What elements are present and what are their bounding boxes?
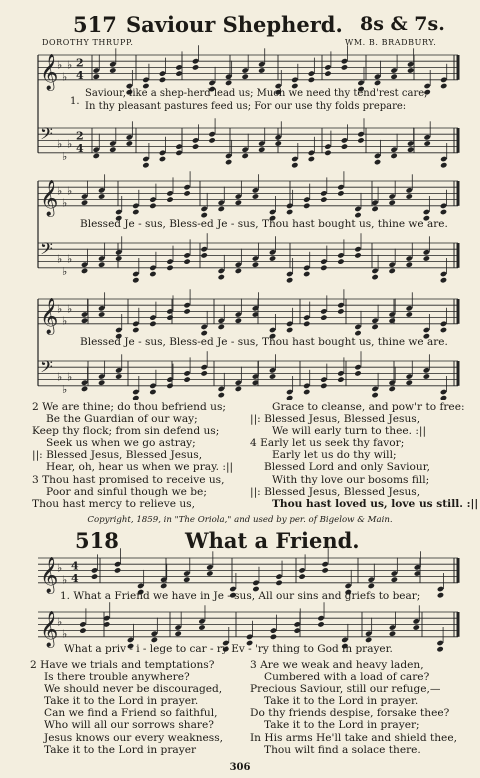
hymn-number: 517 — [73, 12, 117, 37]
note-head — [365, 630, 372, 636]
hymn-number: 518 — [75, 528, 119, 553]
note-head — [174, 630, 181, 636]
treble-clef: 𝄞 — [40, 53, 59, 90]
time-signature: 4 — [71, 559, 79, 573]
time-signature: 4 — [71, 571, 79, 585]
note-head — [137, 583, 144, 589]
note-head — [437, 586, 444, 592]
verse-line: Be the Guardian of our way; — [46, 413, 198, 426]
composer-credit: WM. B. BRADBURY. — [345, 38, 437, 47]
note-head — [91, 567, 98, 573]
verse-line: Poor and sinful though we be; — [46, 485, 207, 498]
note-head — [151, 630, 158, 636]
note-head — [317, 621, 324, 627]
flat-sign: ♭ — [67, 184, 73, 198]
note-head — [389, 624, 396, 630]
verse-line: ||: Blessed Jesus, Blessed Jesus, — [32, 449, 203, 462]
lyric-line-2: Blessed Je - sus, Bless-ed Je - sus, Thou hast bought us, thine we are. — [80, 218, 448, 230]
flat-sign: ♭ — [57, 252, 63, 266]
note-head — [391, 576, 398, 582]
note-head — [298, 573, 305, 579]
copyright-notice: Copyright, 1859, in "The Oriola," and used by per. of Bigelow & Main. — [87, 515, 393, 525]
time-signature: 4 — [76, 141, 84, 155]
verse-line: Cumbered with a load of care? — [264, 671, 430, 684]
note-head — [198, 618, 205, 624]
flat-sign: ♭ — [62, 314, 68, 328]
verse-number: 1. — [70, 96, 80, 107]
flat-sign: ♭ — [57, 58, 63, 72]
note-head — [321, 567, 328, 573]
bass-clef: 𝄢 — [40, 239, 53, 263]
verse-line: Do thy friends despise, forsake thee? — [250, 707, 450, 720]
verse-line: Seek us when we go astray; — [46, 437, 196, 450]
note-head — [345, 583, 352, 589]
note-head — [183, 576, 190, 582]
note-head — [270, 627, 277, 633]
note-head — [413, 618, 420, 624]
hymn-title: Saviour Shepherd. — [126, 12, 343, 37]
hymn-518-verses-left — [30, 659, 223, 756]
verse-line: 3 Thou hast promised to receive us, — [32, 473, 225, 486]
flat-sign: ♭ — [62, 196, 68, 210]
time-signature: 2 — [76, 56, 84, 70]
lyric-line-1a: Saviour, like a shep-herd lead us; Much we need thy tend'rest care; — [85, 88, 428, 99]
flat-sign: ♭ — [62, 573, 68, 587]
flat-sign: ♭ — [57, 302, 63, 316]
verse-line: We will early turn to thee. :|| — [272, 425, 427, 438]
hymn-518-verses-right — [250, 659, 457, 756]
note-head — [183, 570, 190, 576]
verse-line: Hear, oh, hear us when we pray. :|| — [46, 461, 234, 474]
verse-line: Take it to the Lord in prayer. — [44, 695, 199, 708]
verse-line: Take it to the Lord in prayer; — [264, 719, 420, 732]
verse-line: Thou hast loved us, love us still. :|| — [272, 497, 479, 510]
note-head — [368, 583, 375, 589]
time-signature: 2 — [76, 129, 84, 143]
note-head — [91, 573, 98, 579]
verse-line: Keep thy flock; from sin defend us; — [32, 425, 220, 438]
flat-sign: ♭ — [57, 370, 63, 384]
flat-sign: ♭ — [57, 561, 63, 575]
treble-clef: 𝄞 — [40, 610, 59, 647]
flat-sign: ♭ — [67, 137, 73, 151]
flat-sign: ♭ — [62, 70, 68, 84]
lyric-line-2: What a priv - i - lege to car - ry Ev - 'ry thing to God in prayer. — [64, 643, 393, 655]
note-head — [79, 627, 86, 633]
note-head — [174, 624, 181, 630]
flat-sign: ♭ — [67, 302, 73, 316]
flat-sign: ♭ — [57, 137, 63, 151]
flat-sign: ♭ — [57, 615, 63, 629]
note-head — [368, 576, 375, 582]
verse-line: Can we find a Friend so faithful, — [44, 707, 218, 720]
verse-line: 2 Have we trials and temptations? — [30, 659, 215, 671]
verse-line: Thou wilt find a solace there. — [264, 743, 421, 756]
lyric-line-3: Blessed Je - sus, Bless-ed Je - sus, Thou hast bought us, thine we are. — [80, 336, 448, 348]
treble-clef: 𝄞 — [40, 556, 59, 593]
verse-line: Precious Saviour, still our refuge,— — [250, 683, 441, 696]
flat-sign: ♭ — [57, 184, 63, 198]
verse-line: 3 Are we weak and heavy laden, — [250, 659, 424, 671]
verse-line: Take it to the Lord in prayer. — [264, 695, 419, 708]
verse-line: In His arms He'll take and shield thee, — [250, 731, 457, 744]
verse-line: With thy love our bosoms fill; — [272, 473, 430, 486]
note-head — [275, 573, 282, 579]
note-head — [252, 580, 259, 586]
treble-clef: 𝄞 — [40, 297, 59, 334]
verse-line: We should never be discouraged, — [44, 683, 223, 696]
bass-clef: 𝄢 — [40, 124, 53, 148]
verse-line: Who will all our sorrows share? — [44, 719, 214, 732]
flat-sign: ♭ — [62, 382, 68, 396]
note-head — [246, 634, 253, 640]
bass-clef: 𝄢 — [40, 357, 53, 381]
author-credit: DOROTHY THRUPP. — [42, 38, 134, 47]
note-head — [79, 621, 86, 627]
note-head — [298, 567, 305, 573]
verse-line: ||: Blessed Jesus, Blessed Jesus, — [250, 485, 421, 498]
verse-line: Thou hast mercy to relieve us, — [32, 497, 195, 510]
hymn-title: What a Friend. — [185, 528, 360, 553]
verse-line: Jesus knows our every weakness, — [44, 731, 224, 744]
note-head — [436, 640, 443, 646]
lyric-line-1: 1. What a Friend we have in Je - sus, All our sins and griefs to bear; — [60, 590, 421, 602]
note-head — [114, 567, 121, 573]
flat-sign: ♭ — [62, 264, 68, 278]
flat-sign: ♭ — [62, 149, 68, 163]
hymn-meter: 8s & 7s. — [360, 13, 445, 35]
note-head — [114, 561, 121, 567]
verse-line: Take it to the Lord in prayer — [44, 743, 197, 756]
note-head — [275, 580, 282, 586]
verse-line: Is there trouble anywhere? — [44, 671, 190, 684]
treble-clef: 𝄞 — [40, 179, 59, 216]
verse-line: ||: Blessed Jesus, Blessed Jesus, — [250, 413, 421, 426]
note-head — [270, 634, 277, 640]
note-head — [206, 564, 213, 570]
flat-sign: ♭ — [67, 370, 73, 384]
page-number: 306 — [229, 762, 251, 773]
verse-line: Blessed Lord and only Saviour, — [264, 461, 431, 474]
verse-line: Grace to cleanse, and pow'r to free: — [272, 401, 465, 413]
note-head — [437, 592, 444, 598]
verse-line: Early let us do thy will; — [272, 449, 397, 462]
note-head — [436, 646, 443, 652]
note-head — [206, 570, 213, 576]
flat-sign: ♭ — [62, 627, 68, 641]
time-signature: 4 — [76, 68, 84, 82]
flat-sign: ♭ — [67, 252, 73, 266]
note-head — [413, 624, 420, 630]
note-head — [391, 570, 398, 576]
flat-sign: ♭ — [67, 58, 73, 72]
note-head — [160, 583, 167, 589]
note-head — [317, 615, 324, 621]
note-head — [321, 561, 328, 567]
lyric-line-1b: In thy pleasant pastures feed us; For our use thy folds prepare: — [85, 101, 407, 112]
verse-line: 4 Early let us seek thy favor; — [250, 437, 405, 450]
note-head — [389, 630, 396, 636]
note-head — [198, 624, 205, 630]
verse-line: 2 We are thine; do thou befriend us; — [32, 401, 226, 413]
